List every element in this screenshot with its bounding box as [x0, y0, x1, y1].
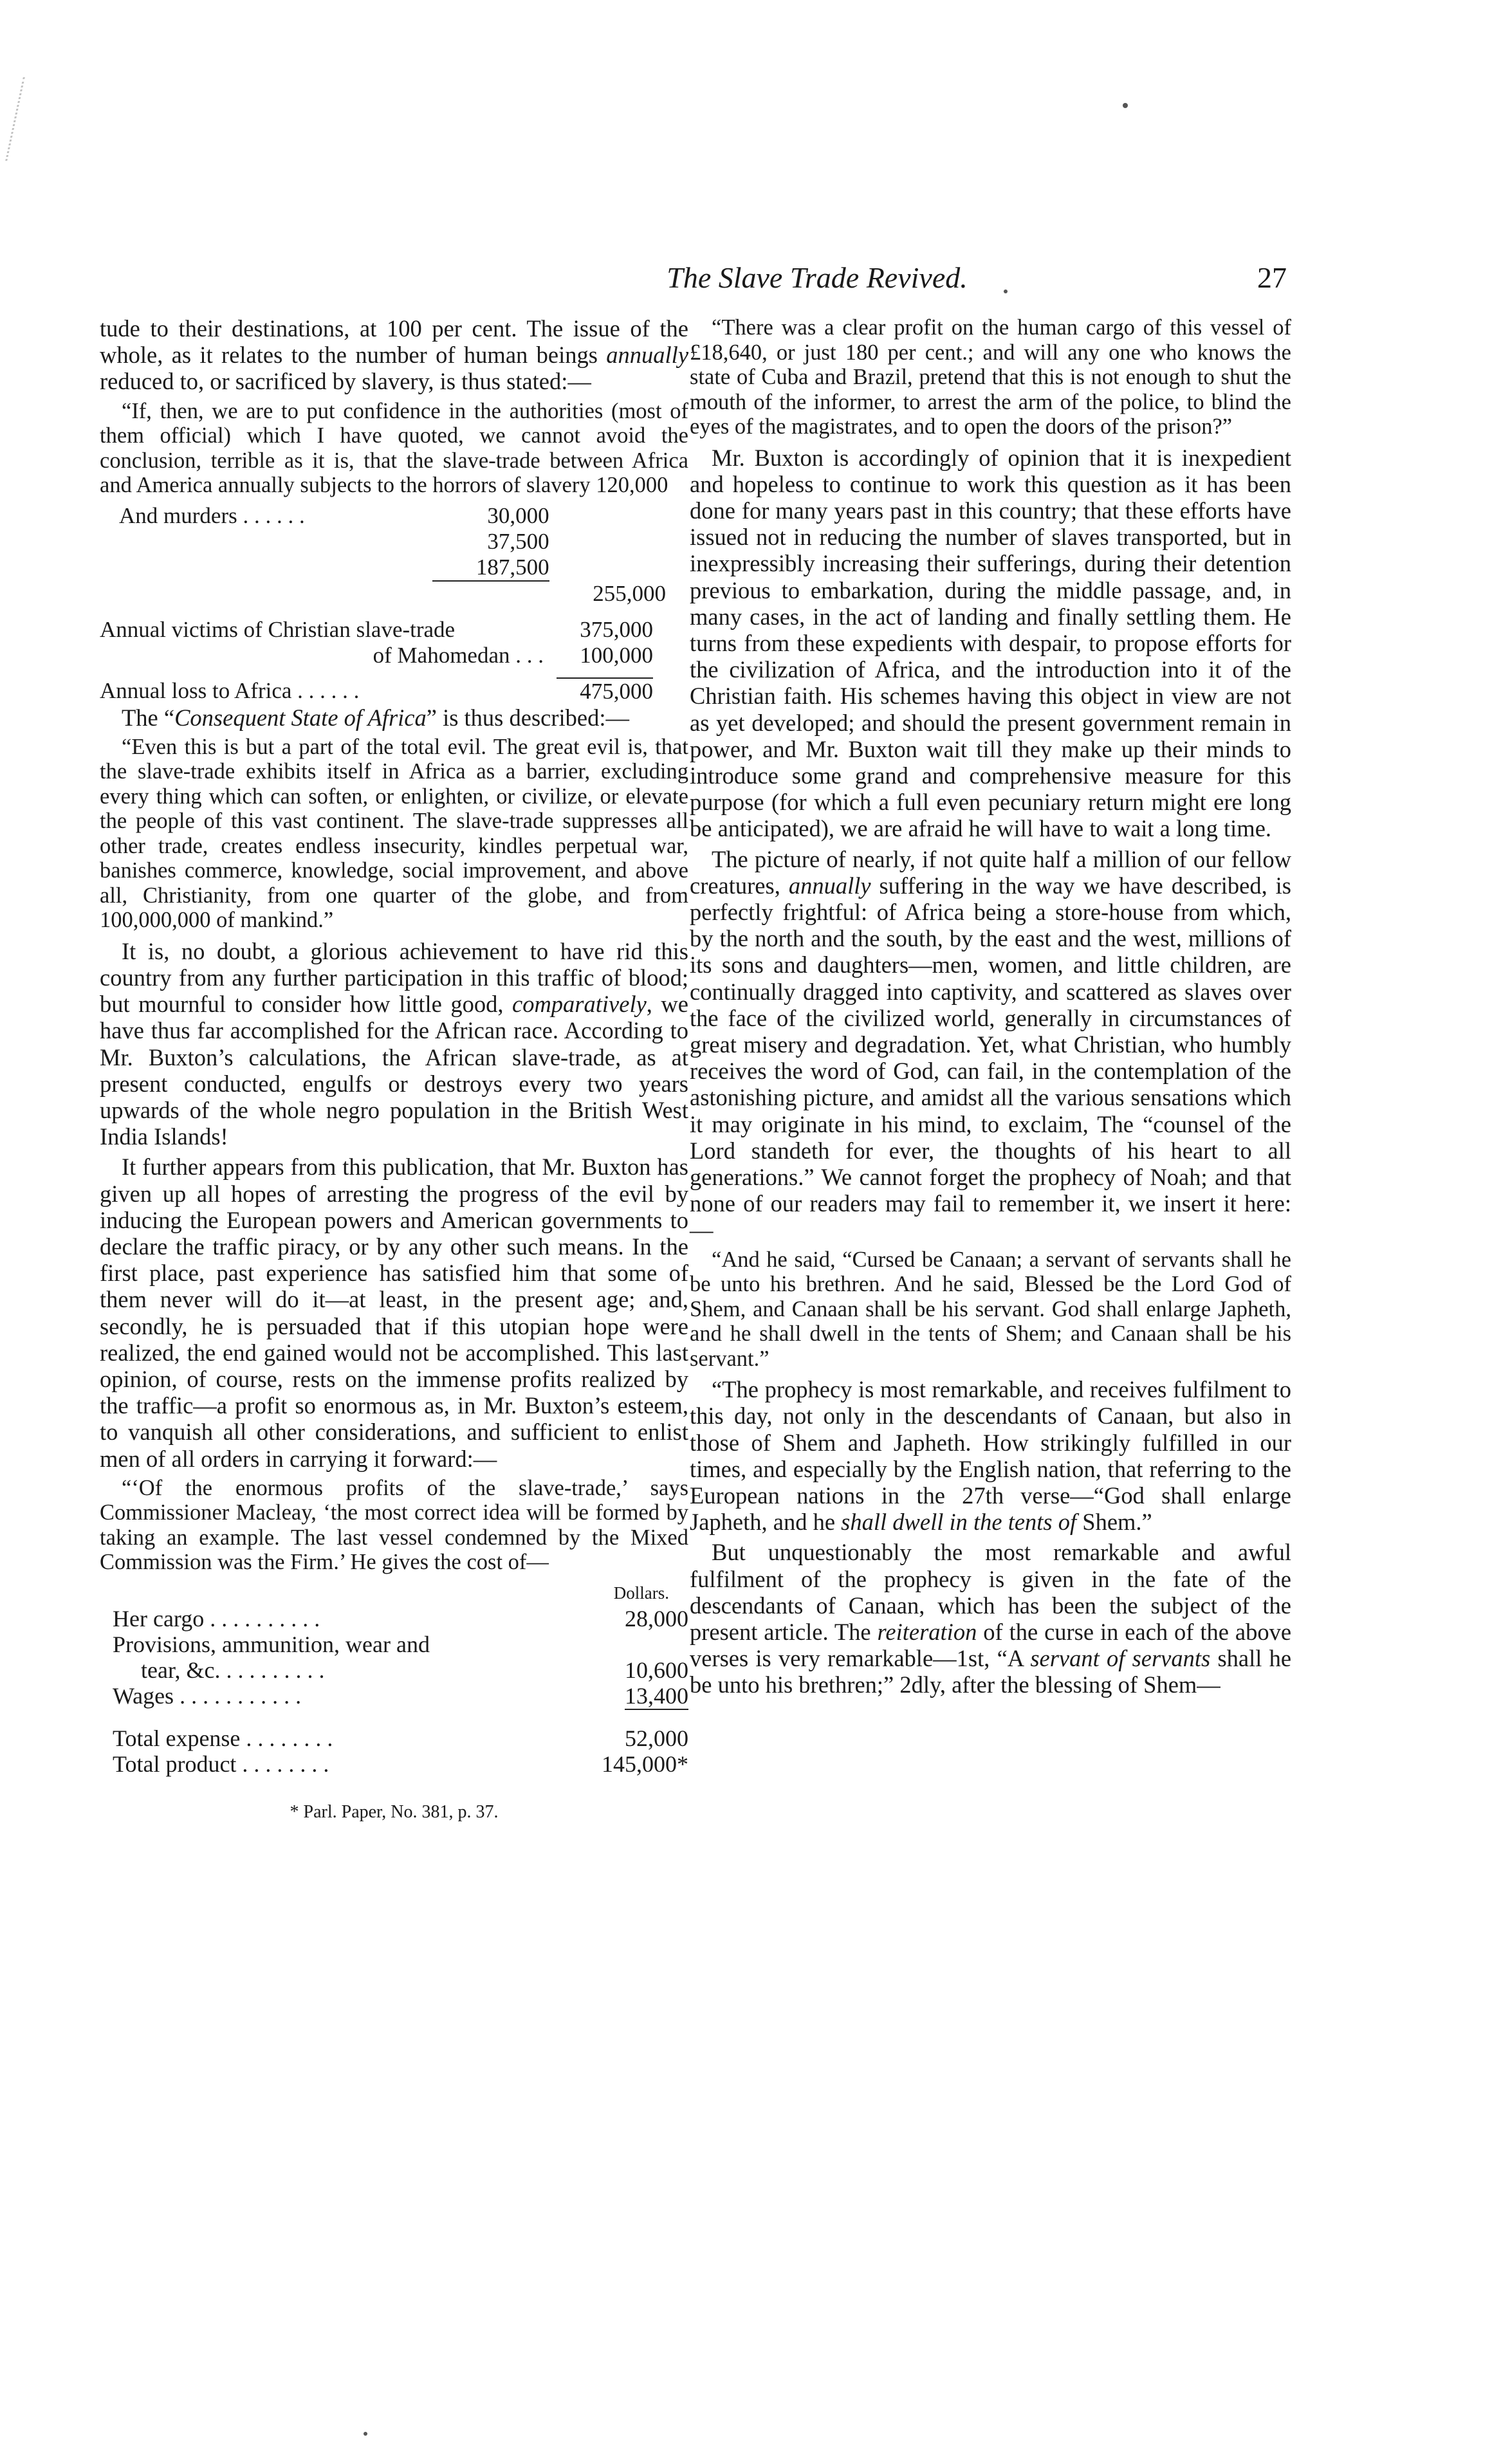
- annual-label: Annual victims of Christian slave-trade: [100, 616, 456, 642]
- total-row: Total product . . . . . . . . 145,000*: [113, 1751, 688, 1777]
- block-quote: “If, then, we are to put confidence in the authorities (most of them official) which I have quoted, we cannot avoid the conclusion, terrible as it is, that the slave-trade between Africa and America annually subjects to the horrors of slavery 120,000: [100, 398, 688, 498]
- cost-row: tear, &c. . . . . . . . . . 10,600: [141, 1657, 688, 1683]
- murders-total: 255,000: [593, 580, 666, 606]
- murders-table: [119, 503, 666, 607]
- murders-value: 37,500: [487, 528, 549, 554]
- block-quote: “And he said, “Cursed be Canaan; a servant of servants shall he be unto his brethren. And he said, Blessed be the Lord God of Shem, and Canaan shall be his servant. God shall enlarge Japheth, and he shall dwell in the tents of Shem; and Canaan shall be his servant.”: [690, 1247, 1291, 1371]
- block-quote: “There was a clear profit on the human cargo of this vessel of £18,640, or just 180 per cent.; and will any one who knows the state of Cuba and Brazil, pretend that this is not enough to shut the mouth of the informer, to arrest the arm of the police, to blind the eyes of the magistrates, and to open the doors of the prison?”: [690, 315, 1291, 439]
- block-quote: “‘Of the enormous profits of the slave-trade,’ says Commissioner Macleay, ‘the most correct idea will be formed by taking an example. The last vessel condemned by the Mixed Commission was the Firm.’ He gives the cost of—: [100, 1475, 688, 1575]
- paragraph: The “Consequent State of Africa” is thus described:—: [122, 704, 630, 731]
- total-rule: [432, 581, 549, 607]
- ink-speck: [364, 2432, 367, 2436]
- annual-victims-table: [100, 617, 653, 704]
- paragraph: It further appears from this publication, that Mr. Buxton has given up all hopes of arresting the progress of the evil by inducing the European powers and American governments to declare the traffic piracy, or by any other such means. In the first place, past experience has satisfied him that some of them never will do it—at least, in the present age; and, secondly, he is persuaded that if this utopian hope were realized, the end gained would not be accomplished. This last opinion, of course, rests on the immense profits realized by the traffic—a profit so enormous as, in Mr. Buxton’s esteem, to vanquish all other considerations, and sufficient to enlist men of all orders in carrying it forward:—: [100, 1154, 688, 1472]
- paragraph: But unquestionably the most remarkable and awful fulfilment of the prophecy is given in the fate of the descendants of Canaan, which has been the subject of the present article. The reiteration of the curse in each of the above verses is very remarkable—1st, “A servant of servants shall he be unto his brethren;” 2dly, after the blessing of Shem—: [690, 1539, 1292, 1698]
- block-quote: “Even this is but a part of the total evil. The great evil is, that the slave-trade exhibits itself in Africa as a barrier, excluding every thing which can soften, or enlighten, or civilize, or elevate the people of this vast continent. The slave-trade suppresses all other trade, creates endless insecurity, kindles perpetual war, banishes commerce, knowledge, social improvement, and above all, Christianity, from one quarter of the globe, and from 100,000,000 of mankind.”: [100, 734, 688, 933]
- paragraph: Mr. Buxton is accordingly of opinion that it is inexpedient and hopeless to continue to work this question as it has been done for many years past in this country; that these efforts have issued not in reducing the number of slaves transported, but in inexpressibly increasing their sufferings, during their detention previous to embarkation, during the middle passage, and, in many cases, in the act of landing and finally settling them. He turns from these expedients with despair, to propose efforts for the civilization of Africa, and the introduction into it of the Christian faith. His schemes having this object in view are not as yet developed; and should the present government remain in power, and Mr. Buxton wait till they make up their minds to introduce some grand and comprehensive measure for this purpose (for which a full even pecuniary return might ere long be anticipated), we are afraid he will have to wait a long time.: [690, 444, 1291, 842]
- murders-label: And murders . . . . . .: [119, 502, 305, 528]
- ink-speck: [1123, 103, 1128, 108]
- murders-value: 30,000: [487, 502, 549, 528]
- dollars-heading: Dollars.: [613, 1583, 669, 1603]
- annual-label: of Mahomedan . . .: [373, 642, 544, 668]
- loss-label: Annual loss to Africa . . . . . .: [100, 677, 360, 703]
- annual-value: 100,000: [580, 642, 653, 668]
- cost-row: Provisions, ammunition, wear and: [113, 1631, 430, 1657]
- annual-value: 375,000: [580, 616, 653, 642]
- footnote: * Parl. Paper, No. 381, p. 37.: [290, 1801, 499, 1822]
- page-number: 27: [1257, 261, 1287, 294]
- paragraph: The picture of nearly, if not quite half a million of our fellow creatures, annually suffering in the way we have described, is perfectly frightful: of Africa being a store-house from which, by the north and the south, by the east and the west, millions of its sons and daughters—men, women, and little children, are continually dragged into captivity, and scattered as slaves over the face of the civilized world, generally in circumstances of great misery and degradation. Yet, what Christian, who humbly receives the word of God, can fail, in the contemplation of the astonishing picture, and amidst all the various sensations which it may originate in his mind, to exclaim, The “counsel of the Lord standeth for ever, the thoughts of his heart to all generations.” We cannot forget the prophecy of Noah; and that none of our readers may fail to remember it, we insert it here:—: [690, 845, 1292, 1244]
- cost-row: Her cargo . . . . . . . . . . 28,000: [113, 1605, 688, 1632]
- right-column: [690, 315, 1291, 1702]
- left-column: [100, 315, 688, 1825]
- loss-value: 475,000: [557, 678, 653, 704]
- page-smudge: [5, 77, 59, 161]
- page-header: [0, 261, 1492, 299]
- running-title: The Slave Trade Revived.: [667, 261, 968, 294]
- paragraph: “The prophecy is most remarkable, and receives fulfilment to this day, not only in the descendants of Canaan, but also in those of Shem and Japheth. How strikingly fulfilled in our times, and especially by the English nation, that referring to the European nations in the 27th verse—“God shall enlarge Japheth, and he shall dwell in the tents of Shem.”: [690, 1376, 1291, 1536]
- cost-table: [113, 1580, 688, 1777]
- paragraph: tude to their destinations, at 100 per cent. The issue of the whole, as it relates to the number of human beings annually reduced to, or sacrificed by slavery, is thus stated:—: [100, 315, 689, 395]
- murders-value: 187,500: [475, 554, 549, 580]
- total-row: Total expense . . . . . . . . 52,000: [113, 1725, 688, 1751]
- cost-row: Wages . . . . . . . . . . . 13,400: [113, 1682, 688, 1709]
- paragraph: It is, no doubt, a glorious achievement to have rid this country from any further participation in this traffic of blood; but mournful to consider how little good, comparatively, we have thus far accomplished for the African race. According to Mr. Buxton’s calculations, the African slave-trade, as at present conducted, engulfs or destroys every two years upwards of the whole negro population in the British West India Islands!: [100, 937, 688, 1150]
